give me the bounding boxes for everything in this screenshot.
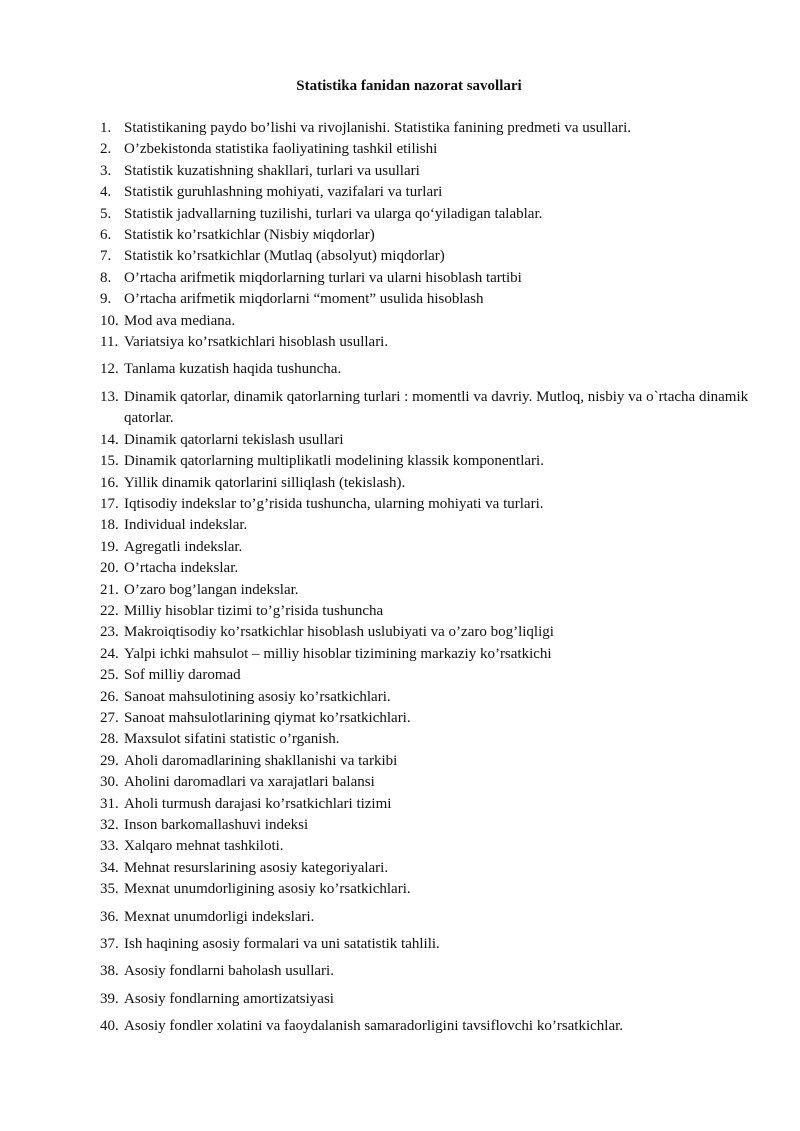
question-list	[100, 118, 760, 1038]
question-text: Agregatli indekslar.	[124, 538, 243, 555]
question-number: 32.	[100, 817, 119, 833]
question-text: Xalqaro mehnat tashkiloti.	[124, 838, 284, 855]
question-text: Yalpi ichki mahsulot – milliy hisoblar tizimining markaziy ko’rsatkichi	[124, 645, 552, 662]
question-item	[100, 118, 760, 139]
question-number: 8.	[100, 269, 112, 286]
question-text: Mexnat unumdorligi indekslari.	[124, 908, 315, 925]
question-number: 13.	[100, 388, 119, 405]
question-item	[100, 182, 760, 203]
question-item	[100, 225, 760, 246]
question-item	[100, 644, 760, 665]
question-number: 3.	[100, 162, 112, 179]
question-text: Mexnat unumdorligining asosiy ko’rsatkichlari.	[124, 881, 411, 898]
question-item	[100, 1016, 760, 1037]
question-item	[100, 961, 760, 982]
question-text: O’zaro bog’langan indekslar.	[124, 581, 299, 598]
question-number: 7.	[100, 248, 112, 265]
question-item	[100, 907, 760, 928]
question-number: 25.	[100, 667, 119, 684]
question-item	[100, 879, 760, 900]
question-text: Statistik kuzatishning shakllari, turlari va usullari	[124, 162, 420, 179]
question-text: Statistik jadvallarning tuzilishi, turlari va ularga qo‘yiladigan talablar.	[124, 205, 543, 222]
question-text: Aholi daromadlarining shakllanishi va tarkibi	[124, 752, 398, 769]
question-text: O’zbekistonda statistika faoliyatining tashkil etilishi	[124, 141, 438, 158]
question-item	[100, 815, 760, 836]
question-number: 38.	[100, 963, 119, 980]
question-number: 15.	[100, 453, 119, 470]
question-text: Individual indekslar.	[124, 517, 248, 534]
question-item	[100, 430, 760, 451]
question-item	[100, 515, 760, 536]
question-text: O’rtacha arifmetik miqdorlarni “moment” usulida hisoblash	[124, 291, 484, 308]
question-text: O’rtacha indekslar.	[124, 560, 239, 577]
question-item	[100, 473, 760, 494]
question-text: Mehnat resurslarining asosiy kategoriyalari.	[124, 859, 389, 876]
question-text: Ish haqining asosiy formalari va uni satatistik tahlili.	[124, 936, 440, 953]
question-item	[100, 268, 760, 289]
question-text: Statistik ko’rsatkichlar (Mutlaq (absolyut) miqdorlar)	[124, 248, 445, 265]
question-item	[100, 289, 760, 310]
question-text: Aholini daromadlari va xarajatlari balansi	[124, 774, 375, 791]
question-text: Inson barkomallashuvi indeksi	[124, 817, 309, 833]
question-number: 37.	[100, 936, 119, 953]
question-number: 31.	[100, 795, 119, 812]
question-number: 20.	[100, 560, 119, 577]
question-item	[100, 537, 760, 558]
question-text: Asosiy fondlarni baholash usullari.	[124, 963, 334, 980]
question-text: Sanoat mahsulotlarining qiymat ko’rsatkichlari.	[124, 709, 411, 726]
question-item	[100, 934, 760, 955]
question-text: Mod ava mediana.	[124, 312, 236, 329]
question-number: 26.	[100, 688, 119, 705]
question-text: O’rtacha arifmetik miqdorlarning turlari va ularni hisoblash tartibi	[124, 269, 522, 286]
question-number: 11.	[100, 334, 119, 351]
question-item	[100, 161, 760, 182]
question-item	[100, 494, 760, 515]
question-number: 18.	[100, 517, 119, 534]
question-text: Variatsiya ko’rsatkichlari hisoblash usullari.	[124, 334, 389, 351]
question-item	[100, 708, 760, 729]
question-number: 34.	[100, 859, 119, 876]
question-number: 5.	[100, 205, 112, 222]
question-item	[100, 332, 760, 353]
question-item	[100, 204, 760, 225]
question-text: Asosiy fondlarning amortizatsiyasi	[124, 990, 334, 1007]
question-text: Dinamik qatorlarning multiplikatli modelining klassik komponentlari.	[124, 453, 544, 470]
question-item	[100, 139, 760, 160]
question-item	[100, 751, 760, 772]
question-item	[100, 558, 760, 579]
question-number: 24.	[100, 645, 119, 662]
question-number: 28.	[100, 731, 119, 748]
question-text: Dinamik qatorlarni tekislash usullari	[124, 431, 344, 448]
question-item	[100, 359, 760, 380]
question-text: Sof milliy daromad	[124, 667, 241, 684]
question-item	[100, 451, 760, 472]
page-title: Statistika fanidan nazorat savollari	[296, 78, 522, 94]
question-item	[100, 311, 760, 332]
question-number: 36.	[100, 908, 119, 925]
question-number: 40.	[100, 1018, 119, 1035]
question-text: Maxsulot sifatini statistic o’rganish.	[124, 731, 340, 748]
question-number: 35.	[100, 881, 119, 898]
question-item	[100, 772, 760, 793]
question-number: 22.	[100, 602, 119, 619]
question-text: Statistik guruhlashning mohiyati, vazifalari va turlari	[124, 184, 443, 201]
question-text: Asosiy fondler xolatini va faoydalanish samaradorligini tavsiflovchi ko’rsatkichlar.	[124, 1018, 624, 1035]
question-number: 17.	[100, 495, 119, 512]
question-number: 6.	[100, 227, 112, 244]
question-number: 23.	[100, 624, 119, 641]
question-number: 39.	[100, 990, 119, 1007]
question-item	[100, 858, 760, 879]
question-text: Milliy hisoblar tizimi to’g’risida tushuncha	[124, 602, 384, 619]
question-number: 9.	[100, 291, 112, 308]
question-text: Statistik ko’rsatkichlar (Nisbiy мiqdorlar)	[124, 227, 375, 244]
question-text: Tanlama kuzatish haqida tushuncha.	[124, 361, 342, 378]
question-item	[100, 729, 760, 750]
question-number: 4.	[100, 184, 112, 201]
question-text: Iqtisodiy indekslar to’g’risida tushuncha, ularning mohiyati va turlari.	[124, 495, 544, 512]
question-number: 14.	[100, 431, 119, 448]
question-number: 10.	[100, 312, 119, 329]
question-item	[100, 665, 760, 686]
question-number: 12.	[100, 361, 119, 378]
question-item	[100, 580, 760, 601]
question-item	[100, 601, 760, 622]
question-number: 19.	[100, 538, 119, 555]
question-number: 21.	[100, 581, 119, 598]
question-number: 29.	[100, 752, 119, 769]
question-text: Makroiqtisodiy ko’rsatkichlar hisoblash uslubiyati va o’zaro bog’liqligi	[124, 624, 554, 641]
question-item	[100, 246, 760, 267]
question-number: 1.	[100, 120, 112, 136]
question-item	[100, 794, 760, 815]
question-number: 33.	[100, 838, 119, 855]
question-number: 27.	[100, 709, 119, 726]
question-number: 30.	[100, 774, 119, 791]
question-item	[100, 836, 760, 857]
question-number: 2.	[100, 141, 112, 158]
question-item	[100, 989, 760, 1010]
question-text: Statistikaning paydo bo’lishi va rivojlanishi. Statistika fanining predmeti va usullari.	[124, 120, 632, 136]
question-text: Dinamik qatorlar, dinamik qatorlarning turlari : momentli va davriy. Mutloq, nisbiy va o`rtacha dinamik qatorlar.	[124, 388, 749, 427]
question-item	[100, 687, 760, 708]
question-text: Yillik dinamik qatorlarini silliqlash (tekislash).	[124, 474, 406, 491]
question-item	[100, 387, 760, 430]
question-item	[100, 622, 760, 643]
question-text: Aholi turmush darajasi ko’rsatkichlari tizimi	[124, 795, 392, 812]
question-text: Sanoat mahsulotining asosiy ko’rsatkichlari.	[124, 688, 391, 705]
question-number: 16.	[100, 474, 119, 491]
